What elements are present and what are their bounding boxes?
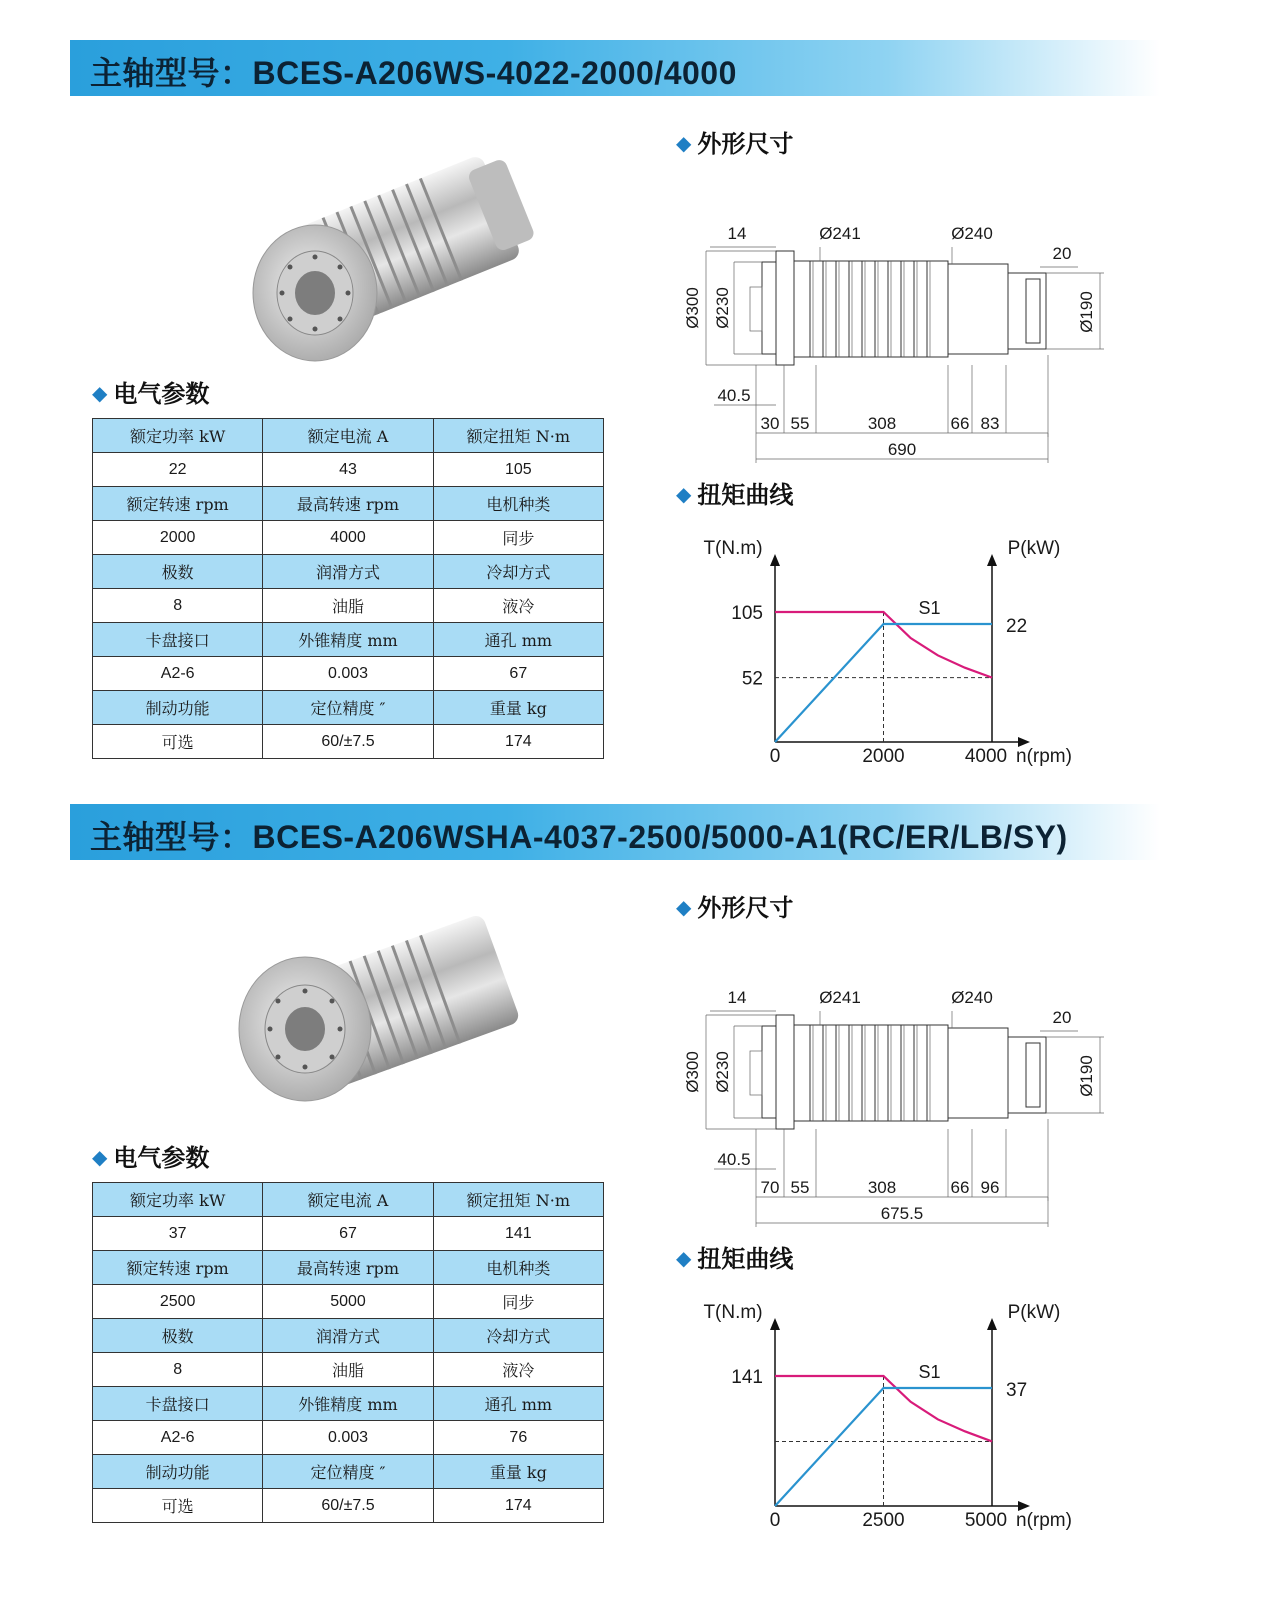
y-axis-arrow xyxy=(770,554,780,566)
duty-label: S1 xyxy=(918,1362,941,1382)
param-value-row xyxy=(93,725,604,759)
param-value-row xyxy=(93,1353,604,1387)
param-value-row xyxy=(93,589,604,623)
y-axis-label: T(N.m) xyxy=(703,538,763,559)
params-table xyxy=(92,1182,604,1523)
param-label: 额定功率 kW xyxy=(93,1183,263,1217)
param-value: 22 xyxy=(93,453,263,487)
nose-detail xyxy=(750,287,762,331)
dim-label: Ø230 xyxy=(713,1051,732,1093)
dim-label: 308 xyxy=(867,414,897,433)
param-value-row xyxy=(93,1285,604,1319)
dim-label: Ø241 xyxy=(819,224,861,243)
diamond-icon: ◆ xyxy=(676,895,692,919)
param-label: 冷却方式 xyxy=(433,1319,603,1353)
param-value: 同步 xyxy=(433,1285,603,1319)
param-value: 43 xyxy=(263,453,433,487)
dim-label: 83 xyxy=(980,414,1000,433)
param-label: 定位精度 ″ xyxy=(263,691,433,725)
dim-label: 30 xyxy=(760,414,780,433)
dim-label: 70 xyxy=(760,1178,780,1197)
y2-axis-arrow xyxy=(987,554,997,566)
param-label: 卡盘接口 xyxy=(93,1387,263,1421)
param-value: 37 xyxy=(93,1217,263,1251)
diamond-icon: ◆ xyxy=(92,381,108,405)
dim-label: Ø300 xyxy=(683,287,702,329)
param-value: A2-6 xyxy=(93,657,263,691)
x-tick-label: 0 xyxy=(769,746,781,767)
dim-label: 66 xyxy=(950,1178,970,1197)
dim-label: 14 xyxy=(727,988,747,1007)
param-value: 8 xyxy=(93,589,263,623)
spindle-photo xyxy=(240,135,540,365)
model-banner xyxy=(70,40,1160,96)
param-label: 外锥精度 mm xyxy=(263,623,433,657)
dim-label: Ø230 xyxy=(713,287,732,329)
dim-total-label: 690 xyxy=(887,440,917,459)
diamond-icon: ◆ xyxy=(676,131,692,155)
param-header-row xyxy=(93,1251,604,1285)
y-tick-label: 105 xyxy=(731,603,763,624)
param-label: 润滑方式 xyxy=(263,555,433,589)
param-label: 制动功能 xyxy=(93,1455,263,1489)
model-title: 主轴型号：BCES-A206WS-4022-2000/4000 xyxy=(90,55,737,91)
x-axis-label: n(rpm) xyxy=(1016,1510,1072,1531)
x-tick-label: 2000 xyxy=(862,746,905,767)
model-banner xyxy=(70,804,1160,860)
y-tick-label: 141 xyxy=(731,1367,763,1388)
y-axis-arrow xyxy=(770,1318,780,1330)
param-value: 8 xyxy=(93,1353,263,1387)
param-value: 60/±7.5 xyxy=(263,725,433,759)
x-tick-label: 2500 xyxy=(862,1510,905,1531)
param-value: 液冷 xyxy=(433,1353,603,1387)
param-label: 额定转速 rpm xyxy=(93,1251,263,1285)
param-header-row xyxy=(93,1183,604,1217)
param-value: 67 xyxy=(433,657,603,691)
dim-label: 40.5 xyxy=(717,386,751,405)
param-label: 极数 xyxy=(93,555,263,589)
encoder-cap xyxy=(1026,279,1040,343)
section-heading-dims: ◆ 外形尺寸 xyxy=(676,893,794,922)
spindle-photo xyxy=(230,899,530,1129)
param-header-row xyxy=(93,1319,604,1353)
param-value: 同步 xyxy=(433,521,603,555)
param-value: 141 xyxy=(433,1217,603,1251)
diamond-icon: ◆ xyxy=(92,1145,108,1169)
param-label: 卡盘接口 xyxy=(93,623,263,657)
section-heading-params: ◆ 电气参数 xyxy=(92,1143,210,1172)
dim-label: Ø241 xyxy=(819,988,861,1007)
encoder-cap xyxy=(1026,1043,1040,1107)
dimension-drawing xyxy=(680,175,1120,465)
param-label: 最高转速 rpm xyxy=(263,1251,433,1285)
params-table xyxy=(92,418,604,759)
dim-label: Ø300 xyxy=(683,1051,702,1093)
flange-outline xyxy=(776,251,794,365)
param-header-row xyxy=(93,623,604,657)
spindle-nose-outline xyxy=(762,262,776,354)
param-label: 最高转速 rpm xyxy=(263,487,433,521)
dim-label: Ø190 xyxy=(1077,1055,1096,1097)
param-value: A2-6 xyxy=(93,1421,263,1455)
y-axis-label: T(N.m) xyxy=(703,1302,763,1323)
diamond-icon: ◆ xyxy=(676,1246,692,1270)
body-outline xyxy=(794,261,948,357)
param-label: 电机种类 xyxy=(433,487,603,521)
nose-detail xyxy=(750,1051,762,1095)
param-value-row xyxy=(93,1489,604,1523)
param-label: 定位精度 ″ xyxy=(263,1455,433,1489)
param-header-row xyxy=(93,487,604,521)
param-label: 制动功能 xyxy=(93,691,263,725)
param-label: 额定电流 A xyxy=(263,1183,433,1217)
param-label: 外锥精度 mm xyxy=(263,1387,433,1421)
param-value: 67 xyxy=(263,1217,433,1251)
param-value: 5000 xyxy=(263,1285,433,1319)
rear-housing-outline xyxy=(948,1028,1008,1118)
param-value: 174 xyxy=(433,725,603,759)
param-label: 通孔 mm xyxy=(433,623,603,657)
product-section-1 xyxy=(0,40,1262,830)
param-label: 冷却方式 xyxy=(433,555,603,589)
y2-axis-label: P(kW) xyxy=(1007,538,1061,559)
dim-label: 14 xyxy=(727,224,747,243)
param-value: 0.003 xyxy=(263,1421,433,1455)
param-label: 极数 xyxy=(93,1319,263,1353)
param-value: 174 xyxy=(433,1489,603,1523)
x-tick-label: 5000 xyxy=(964,1510,1008,1531)
product-section-2 xyxy=(0,804,1262,1594)
dim-label: 308 xyxy=(867,1178,897,1197)
rear-housing-outline xyxy=(948,264,1008,354)
param-label: 额定扭矩 N·m xyxy=(433,419,603,453)
dim-label: 20 xyxy=(1052,244,1072,263)
param-value: 4000 xyxy=(263,521,433,555)
model-title: 主轴型号：BCES-A206WSHA-4037-2500/5000-A1(RC/ER/LB/SY) xyxy=(90,819,1068,855)
y2-axis-label: P(kW) xyxy=(1007,1302,1061,1323)
diamond-icon: ◆ xyxy=(676,482,692,506)
param-value: 105 xyxy=(433,453,603,487)
param-label: 润滑方式 xyxy=(263,1319,433,1353)
param-label: 额定扭矩 N·m xyxy=(433,1183,603,1217)
y2-tick-label: 22 xyxy=(1006,616,1028,637)
dim-label: 55 xyxy=(790,414,810,433)
param-value-row xyxy=(93,1421,604,1455)
param-label: 额定电流 A xyxy=(263,419,433,453)
y2-axis-arrow xyxy=(987,1318,997,1330)
param-label: 额定转速 rpm xyxy=(93,487,263,521)
param-label: 额定功率 kW xyxy=(93,419,263,453)
y2-tick-label: 37 xyxy=(1006,1380,1028,1401)
param-header-row xyxy=(93,419,604,453)
dimension-drawing xyxy=(680,939,1120,1229)
torque-chart xyxy=(690,528,1110,768)
dim-label: Ø240 xyxy=(951,988,993,1007)
dim-label: Ø240 xyxy=(951,224,993,243)
param-value-row xyxy=(93,453,604,487)
dim-label: 55 xyxy=(790,1178,810,1197)
section-heading-torque: ◆ 扭矩曲线 xyxy=(676,1244,794,1273)
x-axis-label: n(rpm) xyxy=(1016,746,1072,767)
param-value-row xyxy=(93,657,604,691)
param-value-row xyxy=(93,1217,604,1251)
param-value: 76 xyxy=(433,1421,603,1455)
param-label: 电机种类 xyxy=(433,1251,603,1285)
duty-label: S1 xyxy=(918,598,941,618)
param-value: 2500 xyxy=(93,1285,263,1319)
dim-total-label: 675.5 xyxy=(880,1204,924,1223)
dim-label: Ø190 xyxy=(1077,291,1096,333)
torque-chart xyxy=(690,1292,1110,1532)
section-heading-dims: ◆ 外形尺寸 xyxy=(676,129,794,158)
param-label: 重量 kg xyxy=(433,1455,603,1489)
param-value: 油脂 xyxy=(263,589,433,623)
body-outline xyxy=(794,1025,948,1121)
param-header-row xyxy=(93,1387,604,1421)
param-value: 液冷 xyxy=(433,589,603,623)
y-tick-label: 52 xyxy=(741,668,763,690)
param-label: 重量 kg xyxy=(433,691,603,725)
dim-label: 40.5 xyxy=(717,1150,751,1169)
param-header-row xyxy=(93,1455,604,1489)
param-value: 60/±7.5 xyxy=(263,1489,433,1523)
param-label: 通孔 mm xyxy=(433,1387,603,1421)
spindle-nose-outline xyxy=(762,1026,776,1118)
dim-label: 96 xyxy=(980,1178,1000,1197)
param-value: 0.003 xyxy=(263,657,433,691)
param-value: 可选 xyxy=(93,1489,263,1523)
param-header-row xyxy=(93,555,604,589)
param-value: 可选 xyxy=(93,725,263,759)
section-heading-params: ◆ 电气参数 xyxy=(92,379,210,408)
section-heading-torque: ◆ 扭矩曲线 xyxy=(676,480,794,509)
flange-outline xyxy=(776,1015,794,1129)
x-tick-label: 4000 xyxy=(964,746,1008,767)
dim-label: 66 xyxy=(950,414,970,433)
param-value: 油脂 xyxy=(263,1353,433,1387)
dim-label: 20 xyxy=(1052,1008,1072,1027)
x-tick-label: 0 xyxy=(769,1510,781,1531)
param-value-row xyxy=(93,521,604,555)
param-value: 2000 xyxy=(93,521,263,555)
param-header-row xyxy=(93,691,604,725)
